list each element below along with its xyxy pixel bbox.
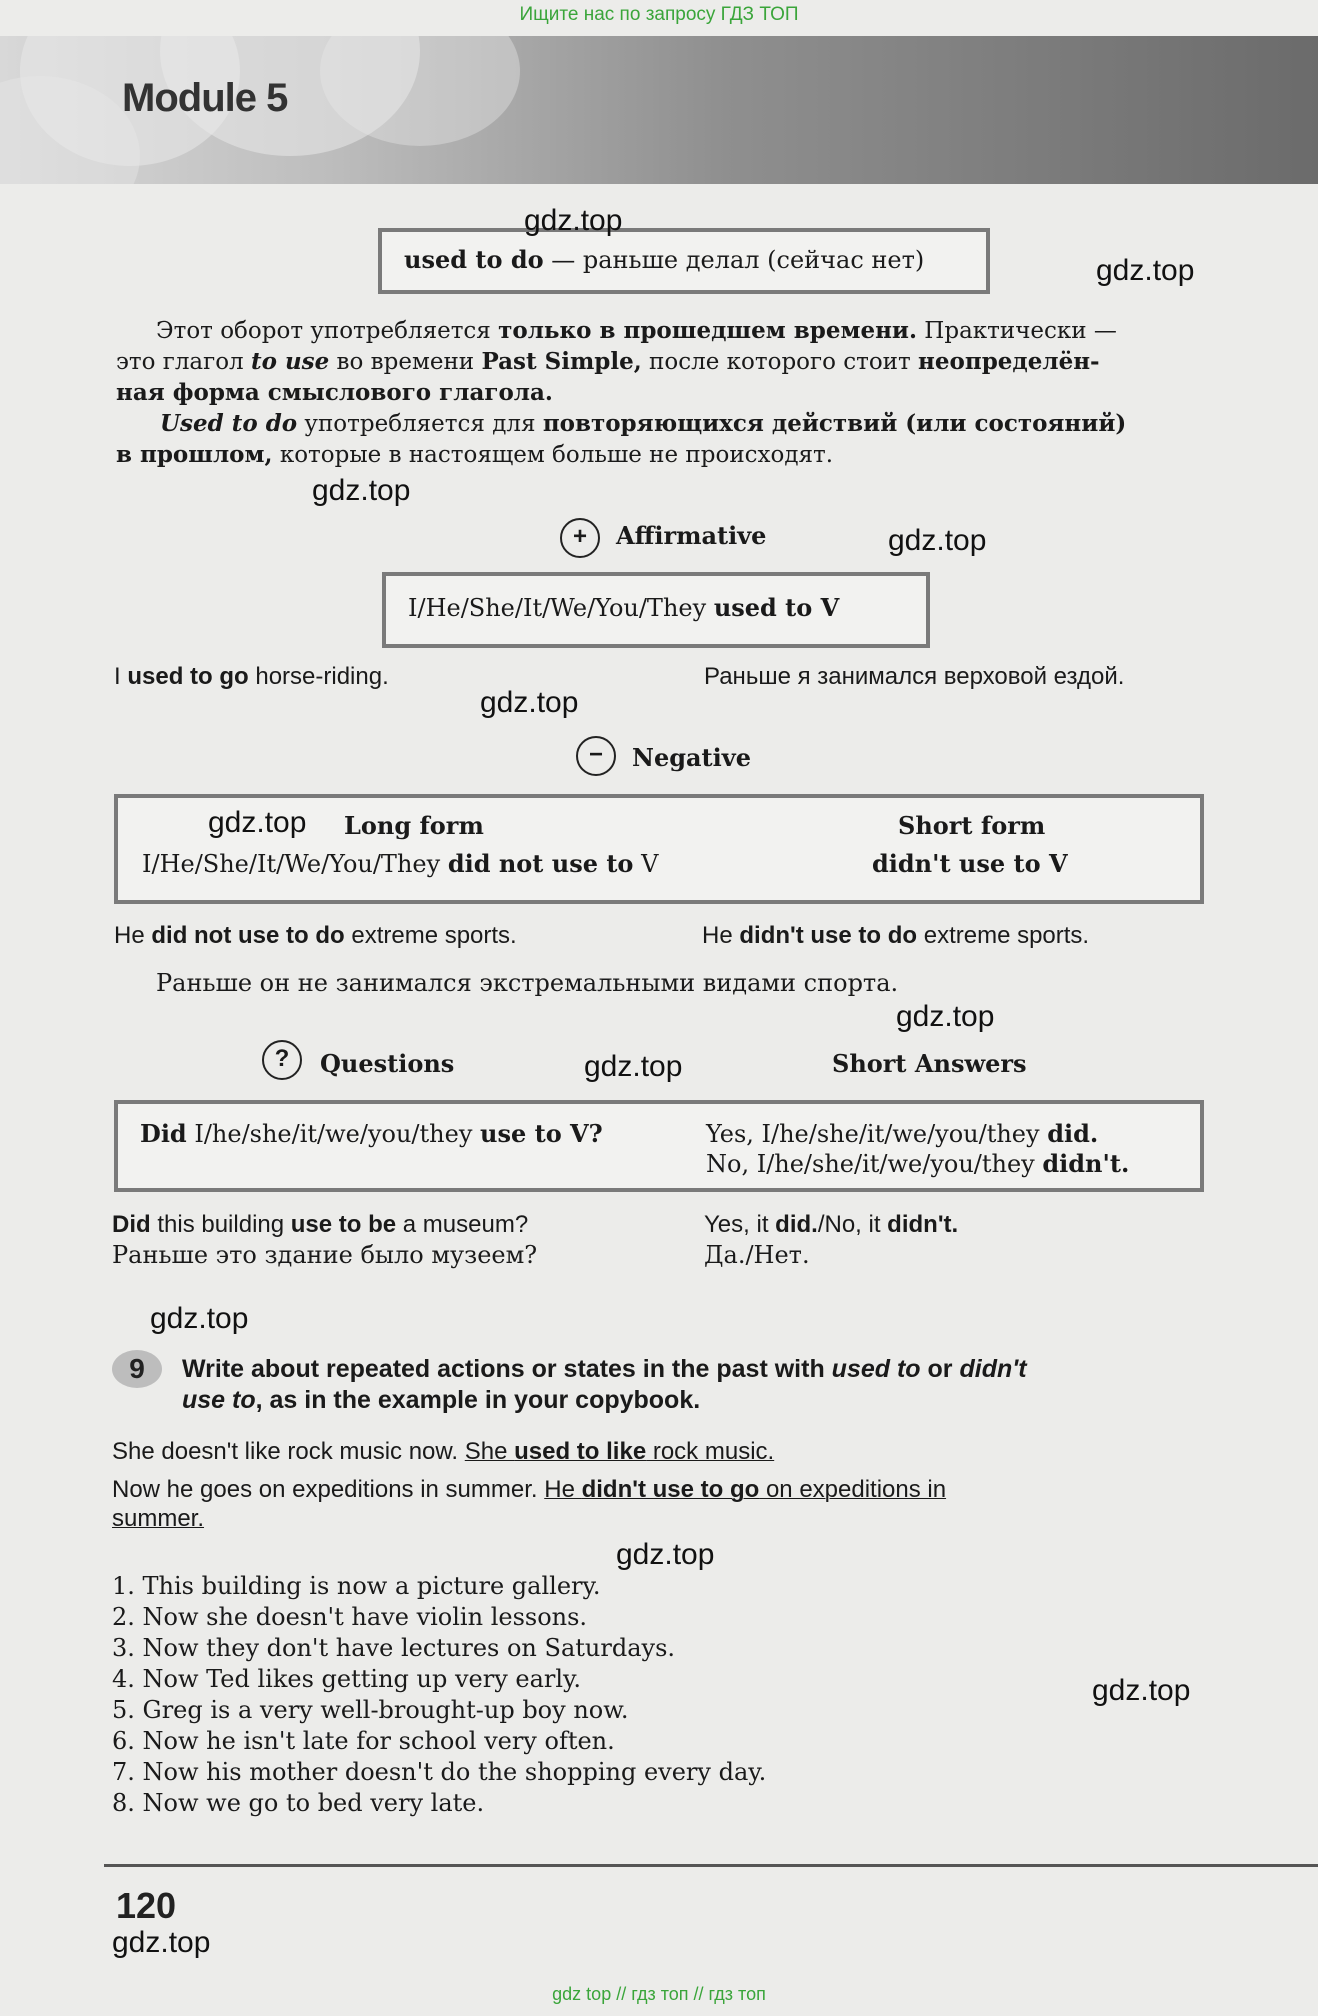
- page-number: 120: [116, 1885, 177, 1926]
- negative-heading: Negative: [632, 743, 751, 772]
- affirmative-box: I/He/She/It/We/You/They used to V: [382, 572, 930, 648]
- watermark: gdz.top: [524, 204, 623, 237]
- affirmative-translation: Раньше я занимался верховой ездой.: [704, 663, 1125, 690]
- exercise-instruction-2: use to, as in the example in your copybook.: [182, 1386, 701, 1414]
- exercise-item: 6. Now he isn't late for school very often.: [112, 1727, 615, 1755]
- watermark: gdz.top: [1092, 1674, 1191, 1707]
- footer-links: gdz top // гдз топ // гдз топ: [552, 1984, 766, 2004]
- footer-rule: [104, 1864, 1318, 1867]
- long-form-label: Long form: [344, 811, 484, 840]
- short-answer-yes: Yes, I/he/she/it/we/you/they did.: [706, 1119, 1099, 1148]
- watermark: gdz.top: [208, 806, 307, 839]
- question-example: Did this building use to be a museum?: [112, 1211, 529, 1238]
- exercise-item: 2. Now she doesn't have violin lessons.: [112, 1603, 588, 1631]
- answer-example: Yes, it did./No, it didn't.: [704, 1211, 959, 1238]
- long-form: I/He/She/It/We/You/They did not use to V: [142, 849, 659, 878]
- exercise-number: 9: [112, 1350, 162, 1388]
- exercise-item: 5. Greg is a very well-brought-up boy now.: [112, 1696, 629, 1724]
- affirmative-example: I used to go horse-riding.: [114, 663, 389, 690]
- top-banner: Ищите нас по запросу ГДЗ ТОП: [519, 4, 799, 25]
- exercise-example-2: Now he goes on expeditions in summer. He didn't use to go on expeditions in: [112, 1476, 947, 1503]
- minus-icon: −: [576, 736, 616, 776]
- exercise-item: 3. Now they don't have lectures on Saturdays.: [112, 1634, 676, 1662]
- intro-line-1: Этот оборот употребляется только в прошедшем времени. Практически —: [156, 317, 1117, 344]
- exercise-example-1: She doesn't like rock music now. She used to like rock music.: [112, 1438, 775, 1465]
- questions-heading: Questions: [320, 1049, 455, 1078]
- watermark: gdz.top: [312, 474, 411, 507]
- intro-line-3: ная форма смыслового глагола.: [116, 379, 553, 406]
- exercise-example-2-cont: summer.: [112, 1505, 205, 1532]
- rule-meaning: — раньше делал (сейчас нет): [551, 246, 925, 274]
- watermark: gdz.top: [584, 1050, 683, 1083]
- short-form: didn't use to V: [872, 849, 1068, 878]
- question-form: Did I/he/she/it/we/you/they use to V?: [140, 1119, 603, 1148]
- questions-box: [114, 1100, 1204, 1192]
- intro-line-5: в прошлом, которые в настоящем больше не происходят.: [116, 441, 834, 468]
- watermark: gdz.top: [896, 1000, 995, 1033]
- short-answers-heading: Short Answers: [832, 1049, 1027, 1078]
- exercise-item: 1. This building is now a picture gallery.: [112, 1572, 601, 1600]
- rule-box: [378, 228, 990, 294]
- rule-term: used to do: [404, 245, 544, 274]
- negative-example-long: He did not use to do extreme sports.: [114, 922, 517, 949]
- question-example-translation: Раньше это здание было музеем?: [112, 1241, 538, 1269]
- exercise-item: 7. Now his mother doesn't do the shopping every day.: [112, 1758, 767, 1786]
- affirmative-heading: Affirmative: [616, 521, 767, 550]
- watermark: gdz.top: [112, 1926, 211, 1959]
- negative-example-short: He didn't use to do extreme sports.: [702, 922, 1090, 949]
- exercise-item: 4. Now Ted likes getting up very early.: [112, 1665, 582, 1693]
- watermark: gdz.top: [888, 524, 987, 557]
- watermark: gdz.top: [480, 686, 579, 719]
- answer-example-translation: Да./Нет.: [704, 1241, 810, 1269]
- negative-translation: Раньше он не занимался экстремальными видами спорта.: [156, 969, 899, 997]
- short-answer-no: No, I/he/she/it/we/you/they didn't.: [706, 1149, 1130, 1178]
- exercise-instruction-1: Write about repeated actions or states in the past with used to or didn't: [182, 1355, 1027, 1383]
- watermark: gdz.top: [616, 1538, 715, 1571]
- intro-line-4: Used to do употребляется для повторяющихся действий (или состояний): [160, 410, 1127, 437]
- plus-icon: +: [560, 518, 600, 558]
- module-title: Module 5: [122, 76, 288, 120]
- watermark: gdz.top: [1096, 254, 1195, 287]
- watermark: gdz.top: [150, 1302, 249, 1335]
- question-icon: ?: [262, 1040, 302, 1080]
- short-form-label: Short form: [898, 811, 1046, 840]
- exercise-item: 8. Now we go to bed very late.: [112, 1789, 485, 1817]
- intro-line-2: это глагол to use во времени Past Simple, после которого стоит неопределён-: [116, 348, 1100, 375]
